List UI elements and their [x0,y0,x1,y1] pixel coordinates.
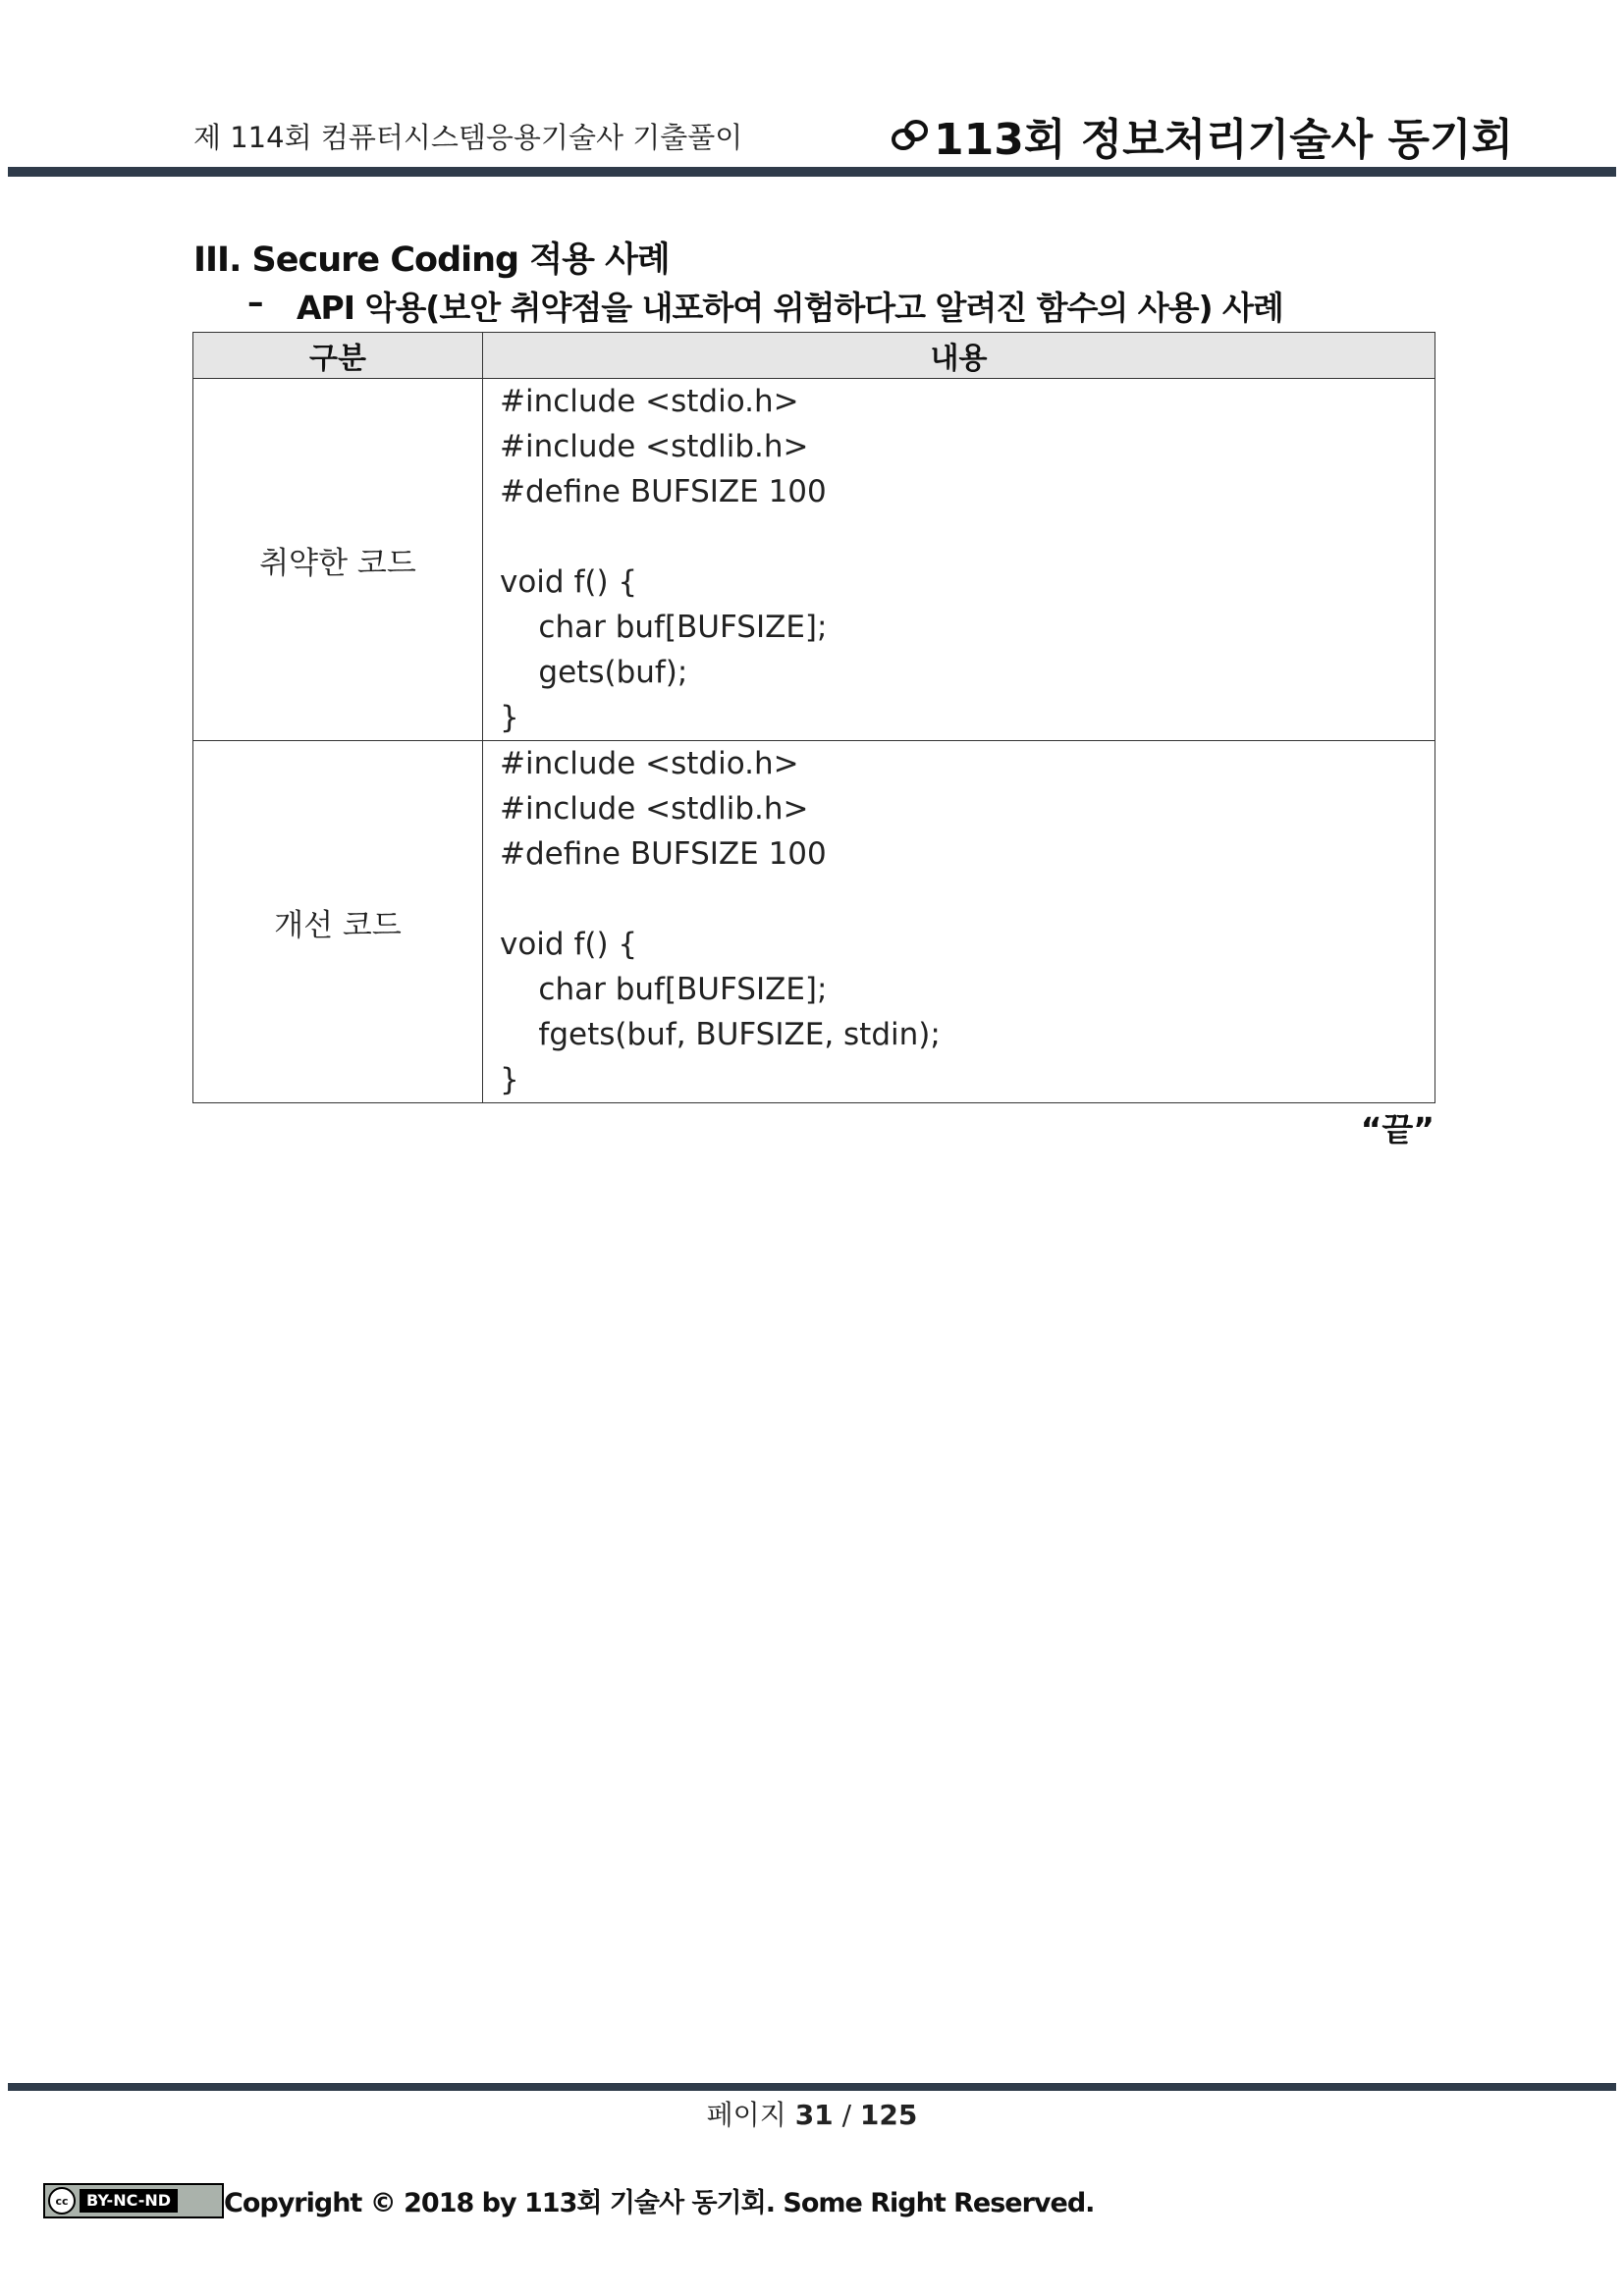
code-block-vulnerable [483,379,1435,741]
code-line: fgets(buf, BUFSIZE, stdin); [500,1017,941,1052]
chain-link-icon [891,118,930,153]
code-block-improved [483,741,1435,1103]
table-header-row [193,333,1435,379]
code-line: } [500,1062,519,1097]
end-mark: “끝” [1360,1110,1435,1148]
code-line: #define BUFSIZE 100 [500,474,827,509]
page-prefix: 페이지 [706,2099,786,2131]
code-line: void f() { [500,564,638,600]
license-type: BY-NC-ND [80,2189,178,2213]
table-row [193,379,1435,741]
copyright-notice: Copyright © 2018 by 113회 기술사 동기회. Some Right Reserved. [224,2188,1095,2218]
page-current: 31 [794,2099,834,2131]
code-line [500,877,1435,922]
code-line: gets(buf); [500,655,688,690]
code-line: char buf[BUFSIZE]; [500,972,828,1007]
header-organization [891,104,1513,171]
code-line: #include <stdlib.h> [500,791,809,827]
subtitle-dash: – [247,283,263,321]
footer-divider [8,2083,1616,2091]
header-organization-name: 113회 정보처리기술사 동기회 [933,115,1513,165]
header-document-title: 제 114회 컴퓨터시스템응용기술사 기출풀이 [193,121,743,154]
code-line: #define BUFSIZE 100 [500,836,827,872]
table-row [193,741,1435,1103]
header-divider [8,167,1616,177]
subtitle-text: API 악용(보안 취약점을 내포하여 위험하다고 알려진 함수의 사용) 사례 [297,289,1283,327]
code-line: #include <stdio.h> [500,746,799,781]
code-comparison-table [192,332,1435,1103]
code-line: char buf[BUFSIZE]; [500,610,828,645]
code-line: } [500,700,519,735]
row-label-vulnerable: 취약한 코드 [193,379,483,741]
row-label-improved: 개선 코드 [193,741,483,1103]
page-total: 125 [859,2099,918,2131]
header-cell-content: 내용 [483,333,1435,379]
page-separator: / [841,2099,851,2131]
code-line [500,514,1435,560]
creative-commons-icon: cc [48,2187,76,2215]
code-line: #include <stdlib.h> [500,429,809,464]
code-line: void f() { [500,927,638,962]
code-line: #include <stdio.h> [500,384,799,419]
cc-license-badge [43,2183,224,2218]
page-number [0,2094,1624,2133]
header-cell-category: 구분 [193,333,483,379]
section-subtitle [249,283,1283,329]
section-title: III. Secure Coding 적용 사례 [193,240,670,280]
